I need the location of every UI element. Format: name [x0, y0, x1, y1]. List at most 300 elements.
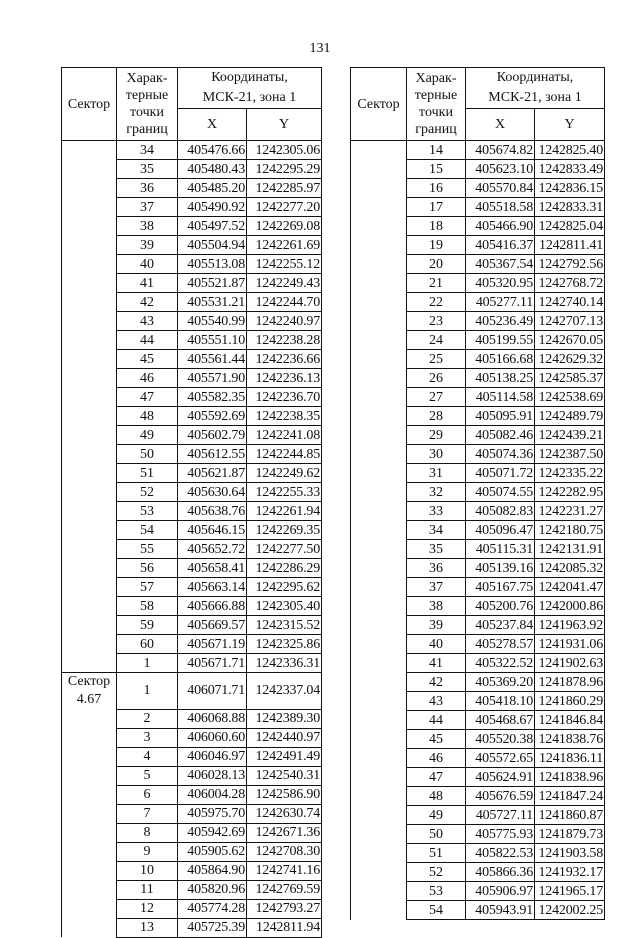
- sector-cell: [62, 255, 117, 274]
- x-coordinate: 405114.58: [466, 388, 535, 407]
- y-coordinate: 1242244.85: [247, 445, 322, 464]
- y-coordinate: 1242277.50: [247, 540, 322, 559]
- x-coordinate: 405571.90: [178, 369, 247, 388]
- x-coordinate: 405652.72: [178, 540, 247, 559]
- sector-cell: [62, 217, 117, 236]
- point-number: 59: [117, 616, 178, 635]
- point-number: 8: [117, 823, 178, 842]
- y-coordinate: 1242244.70: [247, 293, 322, 312]
- y-coordinate: 1242295.62: [247, 578, 322, 597]
- point-number: 53: [407, 882, 466, 901]
- point-number: 39: [407, 616, 466, 635]
- header-y: Y: [535, 109, 605, 141]
- point-number: 37: [407, 578, 466, 597]
- y-coordinate: 1242315.52: [247, 616, 322, 635]
- y-coordinate: 1242769.59: [247, 880, 322, 899]
- point-number: 54: [117, 521, 178, 540]
- x-coordinate: 405504.94: [178, 236, 247, 255]
- x-coordinate: 405369.20: [466, 673, 535, 692]
- x-coordinate: 405082.46: [466, 426, 535, 445]
- sector-cell: [351, 483, 407, 502]
- point-number: 42: [117, 293, 178, 312]
- x-coordinate: 405521.87: [178, 274, 247, 293]
- point-number: 44: [117, 331, 178, 350]
- sector-cell: [351, 217, 407, 236]
- sector-cell: [62, 445, 117, 464]
- y-coordinate: 1242825.04: [535, 217, 605, 236]
- point-number: 32: [407, 483, 466, 502]
- x-coordinate: 405612.55: [178, 445, 247, 464]
- y-coordinate: 1242269.08: [247, 217, 322, 236]
- y-coordinate: 1241847.24: [535, 787, 605, 806]
- x-coordinate: 405513.08: [178, 255, 247, 274]
- table-row: [62, 388, 322, 407]
- x-coordinate: 405572.65: [466, 749, 535, 768]
- table-row: [351, 217, 605, 236]
- sector-cell: [351, 768, 407, 787]
- sector-cell: [62, 179, 117, 198]
- x-coordinate: 405480.43: [178, 160, 247, 179]
- x-coordinate: 406046.97: [178, 747, 247, 766]
- header-char-line: границ: [126, 122, 168, 137]
- sector-cell: [351, 293, 407, 312]
- x-coordinate: 405476.66: [178, 141, 247, 160]
- x-coordinate: 405592.69: [178, 407, 247, 426]
- x-coordinate: 405115.31: [466, 540, 535, 559]
- table-row: [351, 464, 605, 483]
- point-number: 35: [407, 540, 466, 559]
- point-number: 15: [407, 160, 466, 179]
- point-number: 49: [117, 426, 178, 445]
- x-coordinate: 405071.72: [466, 464, 535, 483]
- sector-cell: [351, 578, 407, 597]
- table-row: [62, 255, 322, 274]
- table-row: [62, 804, 322, 823]
- x-coordinate: 405906.97: [466, 882, 535, 901]
- point-number: 58: [117, 597, 178, 616]
- y-coordinate: 1241931.06: [535, 635, 605, 654]
- table-row: [62, 654, 322, 673]
- y-coordinate: 1241860.29: [535, 692, 605, 711]
- sector-cell: [62, 766, 117, 785]
- x-coordinate: 405200.76: [466, 597, 535, 616]
- header-coords-line: МСК-21, зона 1: [488, 90, 582, 105]
- sector-label: 4.67: [76, 692, 102, 707]
- x-coordinate: 405095.91: [466, 407, 535, 426]
- y-coordinate: 1242085.32: [535, 559, 605, 578]
- sector-cell: [351, 160, 407, 179]
- table-row: [351, 616, 605, 635]
- y-coordinate: 1242240.97: [247, 312, 322, 331]
- table-row: [62, 709, 322, 728]
- sector-cell: [62, 312, 117, 331]
- point-number: 54: [407, 901, 466, 920]
- x-coordinate: 405520.38: [466, 730, 535, 749]
- sector-cell: [351, 445, 407, 464]
- x-coordinate: 405277.11: [466, 293, 535, 312]
- table-row: [62, 616, 322, 635]
- table-row: [62, 785, 322, 804]
- y-coordinate: 1241903.58: [535, 844, 605, 863]
- header-char-line: точки: [130, 105, 164, 120]
- header-char-line: терные: [414, 88, 458, 103]
- table-row: [351, 768, 605, 787]
- x-coordinate: 405416.37: [466, 236, 535, 255]
- table-row: [62, 861, 322, 880]
- table-row: [62, 369, 322, 388]
- y-coordinate: 1241879.73: [535, 825, 605, 844]
- table-row: [62, 274, 322, 293]
- y-coordinate: 1242295.29: [247, 160, 322, 179]
- sector-cell: [62, 673, 117, 710]
- table-row: [62, 198, 322, 217]
- sector-cell: [62, 823, 117, 842]
- sector-cell: [62, 521, 117, 540]
- y-coordinate: 1242630.74: [247, 804, 322, 823]
- table-row: [62, 483, 322, 502]
- header-x: X: [178, 109, 247, 141]
- point-number: 28: [407, 407, 466, 426]
- y-coordinate: 1242741.16: [247, 861, 322, 880]
- sector-cell: [62, 236, 117, 255]
- y-coordinate: 1242241.08: [247, 426, 322, 445]
- table-row: [62, 312, 322, 331]
- point-number: 55: [117, 540, 178, 559]
- table-row: [62, 823, 322, 842]
- sector-cell: [351, 559, 407, 578]
- point-number: 25: [407, 350, 466, 369]
- point-number: 21: [407, 274, 466, 293]
- y-coordinate: 1242586.90: [247, 785, 322, 804]
- point-number: 44: [407, 711, 466, 730]
- y-coordinate: 1242811.41: [535, 236, 605, 255]
- y-coordinate: 1242131.91: [535, 540, 605, 559]
- x-coordinate: 406028.13: [178, 766, 247, 785]
- y-coordinate: 1241838.76: [535, 730, 605, 749]
- y-coordinate: 1242231.27: [535, 502, 605, 521]
- sector-cell: [62, 578, 117, 597]
- point-number: 52: [407, 863, 466, 882]
- table-row: [62, 747, 322, 766]
- y-coordinate: 1242825.40: [535, 141, 605, 160]
- point-number: 50: [117, 445, 178, 464]
- y-coordinate: 1242238.28: [247, 331, 322, 350]
- point-number: 57: [117, 578, 178, 597]
- point-number: 27: [407, 388, 466, 407]
- point-number: 3: [117, 728, 178, 747]
- sector-cell: [351, 711, 407, 730]
- table-row: [62, 540, 322, 559]
- x-coordinate: 405466.90: [466, 217, 535, 236]
- point-number: 26: [407, 369, 466, 388]
- x-coordinate: 405561.44: [178, 350, 247, 369]
- sector-cell: [62, 483, 117, 502]
- sector-cell: [62, 842, 117, 861]
- y-coordinate: 1242305.06: [247, 141, 322, 160]
- table-row: [351, 901, 605, 920]
- table-row: [62, 464, 322, 483]
- sector-cell: [62, 918, 117, 937]
- point-number: 34: [117, 141, 178, 160]
- x-coordinate: 405096.47: [466, 521, 535, 540]
- sector-cell: [351, 654, 407, 673]
- y-coordinate: 1242538.69: [535, 388, 605, 407]
- y-coordinate: 1242629.32: [535, 350, 605, 369]
- sector-cell: [351, 141, 407, 160]
- point-number: 41: [117, 274, 178, 293]
- table-row: [62, 559, 322, 578]
- y-coordinate: 1242285.97: [247, 179, 322, 198]
- table-row: [351, 160, 605, 179]
- point-number: 40: [117, 255, 178, 274]
- table-row: [62, 880, 322, 899]
- sector-cell: [351, 350, 407, 369]
- x-coordinate: 405775.93: [466, 825, 535, 844]
- x-coordinate: 405237.84: [466, 616, 535, 635]
- sector-cell: [351, 331, 407, 350]
- point-number: 48: [117, 407, 178, 426]
- sector-cell: [351, 407, 407, 426]
- sector-cell: [62, 141, 117, 160]
- sector-cell: [62, 747, 117, 766]
- table-row: [62, 502, 322, 521]
- point-number: 51: [407, 844, 466, 863]
- sector-cell: [351, 312, 407, 331]
- sector-cell: [351, 635, 407, 654]
- table-row: [351, 350, 605, 369]
- table-row: [351, 502, 605, 521]
- sector-cell: [351, 521, 407, 540]
- table-row: [351, 597, 605, 616]
- table-row: [351, 312, 605, 331]
- x-coordinate: 405139.16: [466, 559, 535, 578]
- table-row: [351, 483, 605, 502]
- y-coordinate: 1242255.33: [247, 483, 322, 502]
- point-number: 24: [407, 331, 466, 350]
- x-coordinate: 405638.76: [178, 502, 247, 521]
- table-row: [351, 559, 605, 578]
- sector-cell: [62, 785, 117, 804]
- sector-cell: [62, 559, 117, 578]
- y-coordinate: 1241860.87: [535, 806, 605, 825]
- table-row: [351, 274, 605, 293]
- y-coordinate: 1242249.43: [247, 274, 322, 293]
- x-coordinate: 405418.10: [466, 692, 535, 711]
- y-coordinate: 1242269.35: [247, 521, 322, 540]
- point-number: 9: [117, 842, 178, 861]
- y-coordinate: 1242249.62: [247, 464, 322, 483]
- x-coordinate: 405199.55: [466, 331, 535, 350]
- point-number: 33: [407, 502, 466, 521]
- point-number: 19: [407, 236, 466, 255]
- sector-cell: [351, 863, 407, 882]
- x-coordinate: 405623.10: [466, 160, 535, 179]
- x-coordinate: 405975.70: [178, 804, 247, 823]
- table-row: [351, 825, 605, 844]
- sector-cell: [351, 787, 407, 806]
- sector-cell: [351, 806, 407, 825]
- table-row: [62, 236, 322, 255]
- point-number: 11: [117, 880, 178, 899]
- sector-cell: [62, 502, 117, 521]
- y-coordinate: 1242439.21: [535, 426, 605, 445]
- x-coordinate: 405671.19: [178, 635, 247, 654]
- x-coordinate: 405490.92: [178, 198, 247, 217]
- y-coordinate: 1242387.50: [535, 445, 605, 464]
- x-coordinate: 405485.20: [178, 179, 247, 198]
- point-number: 39: [117, 236, 178, 255]
- x-coordinate: 405278.57: [466, 635, 535, 654]
- sector-cell: [62, 616, 117, 635]
- table-row: [62, 426, 322, 445]
- point-number: 60: [117, 635, 178, 654]
- x-coordinate: 405367.54: [466, 255, 535, 274]
- table-row: [351, 578, 605, 597]
- x-coordinate: 405468.67: [466, 711, 535, 730]
- point-number: 5: [117, 766, 178, 785]
- y-coordinate: 1242002.25: [535, 901, 605, 920]
- x-coordinate: 406068.88: [178, 709, 247, 728]
- header-coordinates: [178, 68, 322, 109]
- x-coordinate: 405518.58: [466, 198, 535, 217]
- table-row: [351, 863, 605, 882]
- y-coordinate: 1242261.69: [247, 236, 322, 255]
- table-row: [351, 635, 605, 654]
- sector-cell: [351, 540, 407, 559]
- sector-cell: [62, 464, 117, 483]
- table-row: [351, 749, 605, 768]
- x-coordinate: 405671.71: [178, 654, 247, 673]
- sector-cell: [351, 749, 407, 768]
- y-coordinate: 1242180.75: [535, 521, 605, 540]
- header-sector: Сектор: [351, 68, 407, 141]
- y-coordinate: 1242811.94: [247, 918, 322, 937]
- point-number: 52: [117, 483, 178, 502]
- table-row: [351, 179, 605, 198]
- header-char-line: терные: [125, 88, 169, 103]
- table-row: [62, 597, 322, 616]
- y-coordinate: 1242740.14: [535, 293, 605, 312]
- table-row: [62, 918, 322, 937]
- x-coordinate: 405236.49: [466, 312, 535, 331]
- table-row: [62, 293, 322, 312]
- header-coordinates: [466, 68, 605, 109]
- x-coordinate: 405864.90: [178, 861, 247, 880]
- x-coordinate: 405074.36: [466, 445, 535, 464]
- point-number: 16: [407, 179, 466, 198]
- table-row: [62, 331, 322, 350]
- point-number: 56: [117, 559, 178, 578]
- sector-cell: [62, 350, 117, 369]
- x-coordinate: 405666.88: [178, 597, 247, 616]
- sector-label: Сектор: [67, 674, 111, 689]
- table-row: [62, 350, 322, 369]
- table-row: [351, 806, 605, 825]
- y-coordinate: 1242335.22: [535, 464, 605, 483]
- point-number: 51: [117, 464, 178, 483]
- x-coordinate: 405658.41: [178, 559, 247, 578]
- x-coordinate: 405624.91: [466, 768, 535, 787]
- x-coordinate: 405774.28: [178, 899, 247, 918]
- x-coordinate: 405943.91: [466, 901, 535, 920]
- x-coordinate: 405663.14: [178, 578, 247, 597]
- header-characteristic-points: [407, 68, 466, 141]
- sector-cell: [62, 635, 117, 654]
- sector-cell: [351, 616, 407, 635]
- table-row: [351, 407, 605, 426]
- header-sector: Сектор: [62, 68, 117, 141]
- y-coordinate: 1242336.31: [247, 654, 322, 673]
- table-row: [351, 882, 605, 901]
- x-coordinate: 405866.36: [466, 863, 535, 882]
- table-row: [62, 445, 322, 464]
- x-coordinate: 405630.64: [178, 483, 247, 502]
- point-number: 42: [407, 673, 466, 692]
- point-number: 34: [407, 521, 466, 540]
- point-number: 50: [407, 825, 466, 844]
- table-row: [351, 236, 605, 255]
- x-coordinate: 405074.55: [466, 483, 535, 502]
- table-row: [351, 141, 605, 160]
- point-number: 41: [407, 654, 466, 673]
- x-coordinate: 406071.71: [178, 673, 247, 710]
- table-row: [351, 369, 605, 388]
- point-number: 47: [117, 388, 178, 407]
- x-coordinate: 405646.15: [178, 521, 247, 540]
- point-number: 40: [407, 635, 466, 654]
- table-row: [351, 673, 605, 692]
- point-number: 36: [407, 559, 466, 578]
- sector-cell: [351, 692, 407, 711]
- sector-cell: [62, 597, 117, 616]
- y-coordinate: 1242041.47: [535, 578, 605, 597]
- y-coordinate: 1242491.49: [247, 747, 322, 766]
- x-coordinate: 405531.21: [178, 293, 247, 312]
- sector-cell: [351, 730, 407, 749]
- y-coordinate: 1242792.56: [535, 255, 605, 274]
- sector-cell: [351, 388, 407, 407]
- y-coordinate: 1242325.86: [247, 635, 322, 654]
- y-coordinate: 1242236.66: [247, 350, 322, 369]
- table-row: [62, 635, 322, 654]
- sector-cell: [351, 882, 407, 901]
- point-number: 46: [407, 749, 466, 768]
- table-row: [62, 217, 322, 236]
- sector-cell: [351, 426, 407, 445]
- table-row: [351, 654, 605, 673]
- y-coordinate: 1241932.17: [535, 863, 605, 882]
- table-row: [62, 141, 322, 160]
- point-number: 18: [407, 217, 466, 236]
- header-y: Y: [247, 109, 322, 141]
- point-number: 4: [117, 747, 178, 766]
- x-coordinate: 405669.57: [178, 616, 247, 635]
- point-number: 30: [407, 445, 466, 464]
- sector-cell: [351, 198, 407, 217]
- x-coordinate: 405822.53: [466, 844, 535, 863]
- y-coordinate: 1241836.11: [535, 749, 605, 768]
- sector-cell: [62, 540, 117, 559]
- y-coordinate: 1242282.95: [535, 483, 605, 502]
- point-number: 49: [407, 806, 466, 825]
- sector-cell: [351, 844, 407, 863]
- point-number: 20: [407, 255, 466, 274]
- sector-cell: [62, 804, 117, 823]
- x-coordinate: 406004.28: [178, 785, 247, 804]
- x-coordinate: 405167.75: [466, 578, 535, 597]
- y-coordinate: 1242440.97: [247, 728, 322, 747]
- sector-cell: [62, 407, 117, 426]
